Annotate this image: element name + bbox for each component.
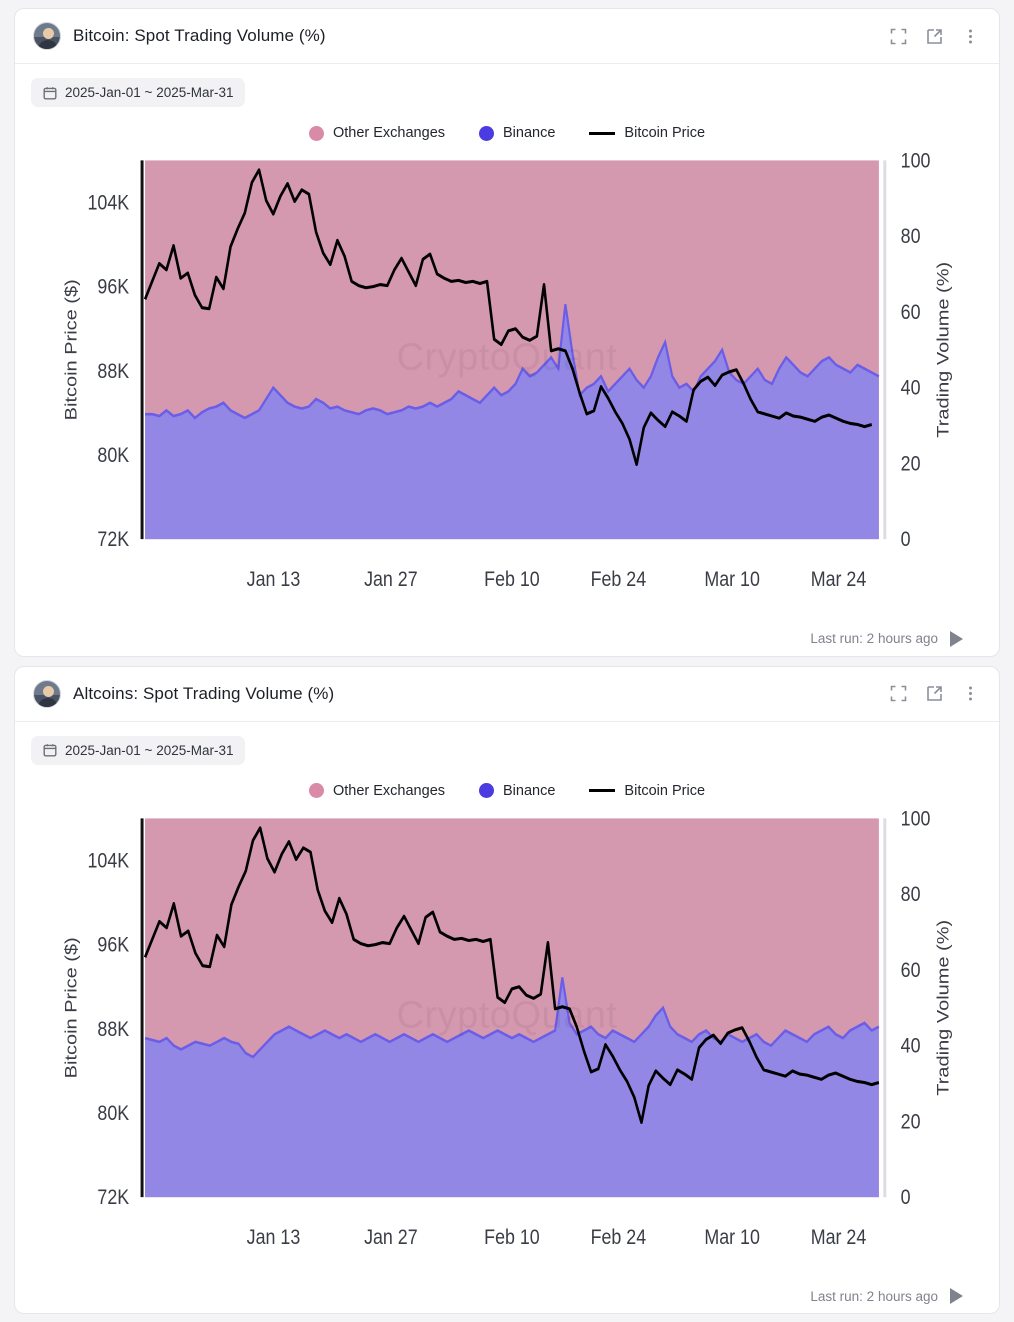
card-header: [15, 9, 999, 64]
svg-text:40: 40: [900, 376, 921, 401]
legend-label: Binance: [503, 782, 556, 799]
chart-plot-area: [31, 151, 983, 622]
svg-text:40: 40: [900, 1033, 921, 1058]
svg-text:Mar 24: Mar 24: [810, 567, 867, 592]
svg-text:80K: 80K: [97, 443, 130, 468]
last-run-label: Last run: 2 hours ago: [810, 1288, 938, 1304]
popout-icon[interactable]: [923, 683, 945, 705]
legend-item-bitcoin-price[interactable]: [589, 783, 705, 799]
svg-text:Jan 13: Jan 13: [246, 567, 301, 592]
legend-swatch: [479, 783, 494, 798]
svg-text:Feb 10: Feb 10: [484, 567, 540, 592]
svg-text:100: 100: [900, 808, 931, 831]
legend-item-other-exchanges[interactable]: [309, 125, 445, 141]
chart-svg: [31, 809, 983, 1280]
svg-text:Feb 24: Feb 24: [590, 567, 647, 592]
svg-text:0: 0: [900, 1185, 911, 1210]
calendar-icon: [43, 86, 57, 100]
date-range-picker[interactable]: [31, 736, 245, 765]
expand-icon[interactable]: [887, 25, 909, 47]
svg-text:88K: 88K: [97, 359, 130, 384]
legend-item-binance[interactable]: [479, 125, 555, 141]
last-run-label: Last run: 2 hours ago: [810, 631, 938, 646]
chart-card-altcoins: [14, 666, 1000, 1315]
svg-text:Feb 24: Feb 24: [590, 1225, 647, 1250]
card-header: [15, 667, 999, 722]
svg-text:72K: 72K: [97, 527, 130, 552]
date-range-picker[interactable]: [31, 78, 245, 107]
svg-text:96K: 96K: [97, 932, 130, 957]
svg-text:80: 80: [900, 224, 921, 249]
run-button[interactable]: [950, 631, 963, 647]
legend-swatch: [309, 783, 324, 798]
chart-svg: [31, 151, 983, 622]
svg-text:Jan 27: Jan 27: [364, 1225, 418, 1250]
legend-item-other-exchanges[interactable]: [309, 783, 445, 799]
popout-icon[interactable]: [923, 25, 945, 47]
chart-legend: [31, 125, 983, 141]
calendar-icon: [43, 743, 57, 757]
legend-swatch: [479, 126, 494, 141]
svg-text:Mar 10: Mar 10: [704, 1225, 760, 1250]
header-actions: [887, 683, 981, 705]
card-body: [15, 64, 999, 656]
legend-label: Bitcoin Price: [624, 125, 706, 141]
svg-text:80K: 80K: [97, 1101, 130, 1125]
svg-text:60: 60: [900, 300, 921, 325]
date-range-label: 2025-Jan-01 ~ 2025-Mar-31: [65, 85, 234, 100]
svg-text:Feb 10: Feb 10: [484, 1225, 540, 1250]
expand-icon[interactable]: [887, 683, 909, 705]
avatar: [33, 680, 61, 708]
more-menu-icon[interactable]: [959, 683, 981, 705]
svg-text:Bitcoin Price ($): Bitcoin Price ($): [61, 279, 81, 421]
card-footer: [31, 1279, 983, 1313]
svg-text:Trading Volume (%): Trading Volume (%): [932, 261, 952, 438]
svg-text:80: 80: [900, 882, 921, 907]
legend-label: Other Exchanges: [332, 782, 446, 799]
svg-text:20: 20: [900, 1109, 921, 1134]
chart-plot-area: [31, 809, 983, 1280]
legend-swatch: [589, 132, 615, 135]
legend-item-bitcoin-price[interactable]: [589, 125, 705, 141]
legend-label: Bitcoin Price: [624, 782, 706, 799]
svg-text:60: 60: [900, 958, 921, 982]
legend-label: Binance: [503, 125, 556, 141]
legend-label: Other Exchanges: [332, 125, 446, 141]
chart-legend: [31, 783, 983, 799]
svg-text:100: 100: [900, 151, 931, 173]
svg-text:104K: 104K: [87, 191, 130, 215]
chart-card-bitcoin: [14, 8, 1000, 657]
card-body: [15, 722, 999, 1314]
legend-item-binance[interactable]: [479, 783, 555, 799]
legend-swatch: [309, 126, 324, 141]
run-button[interactable]: [950, 1288, 963, 1304]
svg-text:Trading Volume (%): Trading Volume (%): [932, 919, 952, 1096]
card-footer: [31, 622, 983, 656]
header-actions: [887, 25, 981, 47]
svg-text:88K: 88K: [97, 1017, 130, 1041]
date-range-label: 2025-Jan-01 ~ 2025-Mar-31: [65, 742, 234, 758]
svg-text:Mar 10: Mar 10: [704, 567, 760, 592]
page-title: Altcoins: Spot Trading Volume (%): [73, 683, 335, 703]
more-menu-icon[interactable]: [959, 25, 981, 47]
avatar: [33, 22, 61, 50]
svg-text:72K: 72K: [97, 1185, 130, 1210]
svg-text:20: 20: [900, 452, 921, 476]
svg-text:0: 0: [900, 527, 911, 552]
svg-text:Bitcoin Price ($): Bitcoin Price ($): [61, 936, 81, 1078]
svg-text:Jan 27: Jan 27: [364, 567, 418, 592]
svg-text:Jan 13: Jan 13: [246, 1225, 301, 1250]
page-title: Bitcoin: Spot Trading Volume (%): [73, 26, 326, 45]
svg-text:104K: 104K: [87, 848, 130, 873]
svg-text:Mar 24: Mar 24: [810, 1225, 867, 1250]
svg-text:96K: 96K: [97, 275, 130, 300]
legend-swatch: [589, 789, 615, 792]
